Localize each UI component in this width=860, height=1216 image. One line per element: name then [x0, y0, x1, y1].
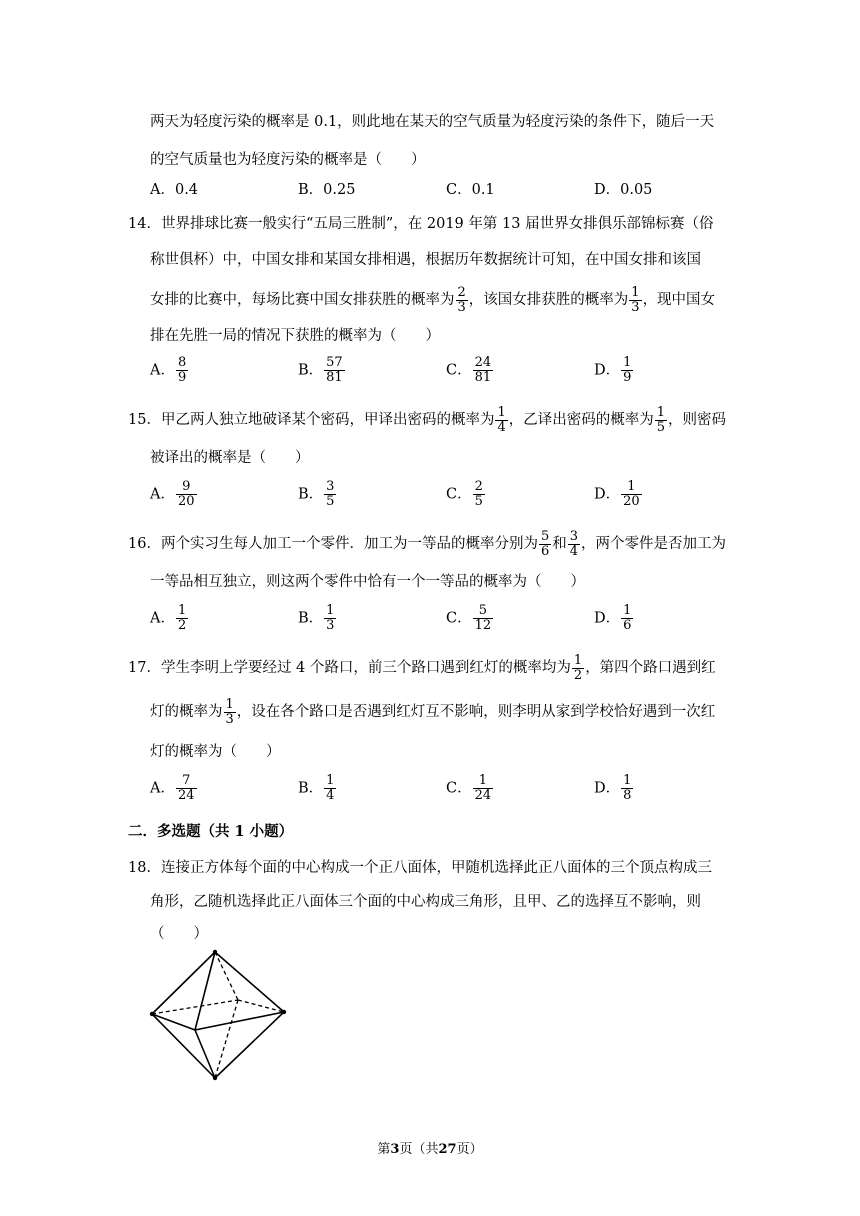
q16-line1: 16．两个实习生每人加工一个零件．加工为一等品的概率分别为 $\frac{5}{6}$ 和 $\frac{3}{4}$ ，两个零件是否加工为	[128, 528, 727, 559]
octahedron-hidden-edge	[215, 952, 238, 1000]
q13-line1: 两天为轻度污染的概率是 0.1，则此地在某天的空气质量为轻度污染的条件下，随后一天	[150, 114, 715, 130]
q16-line2: 一等品相互独立，则这两个零件中恰有一个一等品的概率为（ ）	[150, 574, 585, 590]
q14-line2: 称世俱杯）中，中国女排和某国女排相遇，根据历年数据统计可知，在中国女排和该国	[150, 252, 701, 268]
q14-line4: 排在先胜一局的情况下获胜的概率为（ ）	[150, 328, 440, 344]
octahedron-edge	[195, 952, 215, 1030]
q14-line3-c: ，现中国女	[642, 292, 716, 308]
octahedron-vertex	[150, 1012, 154, 1016]
section-heading-multiple-choice: 二．多选题（共 1 小题）	[128, 823, 294, 840]
q15-option-b: B． $\frac{3}{5}$	[298, 479, 335, 509]
q13-option-c: C．0.1	[446, 182, 495, 198]
q17-option-a: A． $\frac{7}{24}$	[150, 773, 195, 803]
q14-line3-a: 女排的比赛中，每场比赛中国女排获胜的概率为	[150, 292, 455, 308]
q13-option-d: D．0.05	[594, 182, 653, 198]
q15-option-c: C． $\frac{2}{5}$	[446, 479, 483, 509]
q14-line1: 14．世界排球比赛一般实行“五局三胜制”，在 2019 年第 13 届世界女排俱乐部锦标赛（俗	[128, 216, 714, 232]
q14-option-a: A． $\frac{8}{9}$	[150, 355, 187, 385]
total-page-count: 27	[438, 1142, 457, 1157]
octahedron-edge	[215, 952, 284, 1012]
q16-option-a: A． $\frac{1}{2}$	[150, 603, 187, 633]
octahedron-vertex	[213, 950, 217, 954]
q14-line3-b: ，该国女排获胜的概率为	[468, 292, 629, 308]
q17-line3: 灯的概率为（ ）	[150, 744, 281, 760]
octahedron-vertex	[282, 1010, 286, 1014]
current-page-number: 3	[390, 1142, 400, 1157]
q16-option-c: C． $\frac{5}{12}$	[446, 603, 492, 633]
octahedron-edge	[195, 1030, 215, 1078]
q15-line2: 被译出的概率是（ ）	[150, 450, 310, 466]
q13-option-a: A．0.4	[150, 182, 199, 198]
q15-frac-1-5: $\frac{1}{5}$	[656, 404, 666, 435]
q14-line3	[150, 284, 715, 316]
q17-line1: 17．学生李明上学要经过 4 个路口，前三个路口遇到红灯的概率均为 $\frac{1}{2}$ ，第四个路口遇到红	[128, 652, 716, 683]
q14-frac-2-3: $\frac{2}{3}$	[457, 284, 466, 315]
q17-option-c: C． $\frac{1}{24}$	[446, 773, 492, 803]
q15-option-a: A． $\frac{9}{20}$	[150, 479, 195, 509]
q18-line2: 角形，乙随机选择此正八面体三个面的中心构成三角形，且甲、乙的选择互不影响，则	[150, 894, 701, 910]
q15-frac-1-4: $\frac{1}{4}$	[497, 404, 506, 435]
q15-line1: 15．甲乙两人独立地破译某个密码，甲译出密码的概率为 $\frac{1}{4}$ ，乙译出密码的概率为 $\frac{1}{5}$ ，则密码	[128, 404, 727, 435]
q13-option-b: B．0.25	[298, 182, 356, 198]
octahedron-vertex	[213, 1076, 217, 1080]
octahedron-edge	[152, 1014, 195, 1030]
q16-frac-5-6: $\frac{5}{6}$	[540, 528, 550, 559]
octahedron-edge	[195, 1012, 284, 1030]
octahedron-edge	[152, 952, 215, 1014]
q14-option-d: D． $\frac{1}{9}$	[594, 355, 632, 385]
q16-frac-3-4: $\frac{3}{4}$	[569, 528, 579, 559]
q17-frac-1-2: $\frac{1}{2}$	[573, 652, 583, 683]
q14-frac-1-3: $\frac{1}{3}$	[631, 284, 640, 315]
octahedron-edge	[152, 1014, 215, 1078]
q17-option-b: B． $\frac{1}{4}$	[298, 773, 335, 803]
octahedron-figure	[148, 948, 293, 1082]
q14-option-b: B． $\frac{57}{81}$	[298, 355, 343, 385]
q16-option-b: B． $\frac{1}{3}$	[298, 603, 335, 633]
q16-option-d: D． $\frac{1}{6}$	[594, 603, 632, 633]
q17-frac-1-3: $\frac{1}{3}$	[225, 696, 234, 727]
q15-option-d: D． $\frac{1}{20}$	[594, 479, 640, 509]
q17-line2: 灯的概率为 $\frac{1}{3}$ ，设在各个路口是否遇到红灯互不影响，则李明从家到学校恰好遇到一次红	[150, 696, 716, 727]
q18-line3: （ ）	[150, 926, 208, 942]
q17-option-d: D． $\frac{1}{8}$	[594, 773, 632, 803]
q13-line2: 的空气质量也为轻度污染的概率是（ ）	[150, 152, 426, 168]
q18-line1: 18．连接正方体每个面的中心构成一个正八面体，甲随机选择此正八面体的三个顶点构成三	[128, 860, 712, 876]
octahedron-edge	[215, 1012, 284, 1078]
q14-option-c: C． $\frac{24}{81}$	[446, 355, 492, 385]
page-footer: 第3页（共27页）	[377, 1142, 483, 1157]
